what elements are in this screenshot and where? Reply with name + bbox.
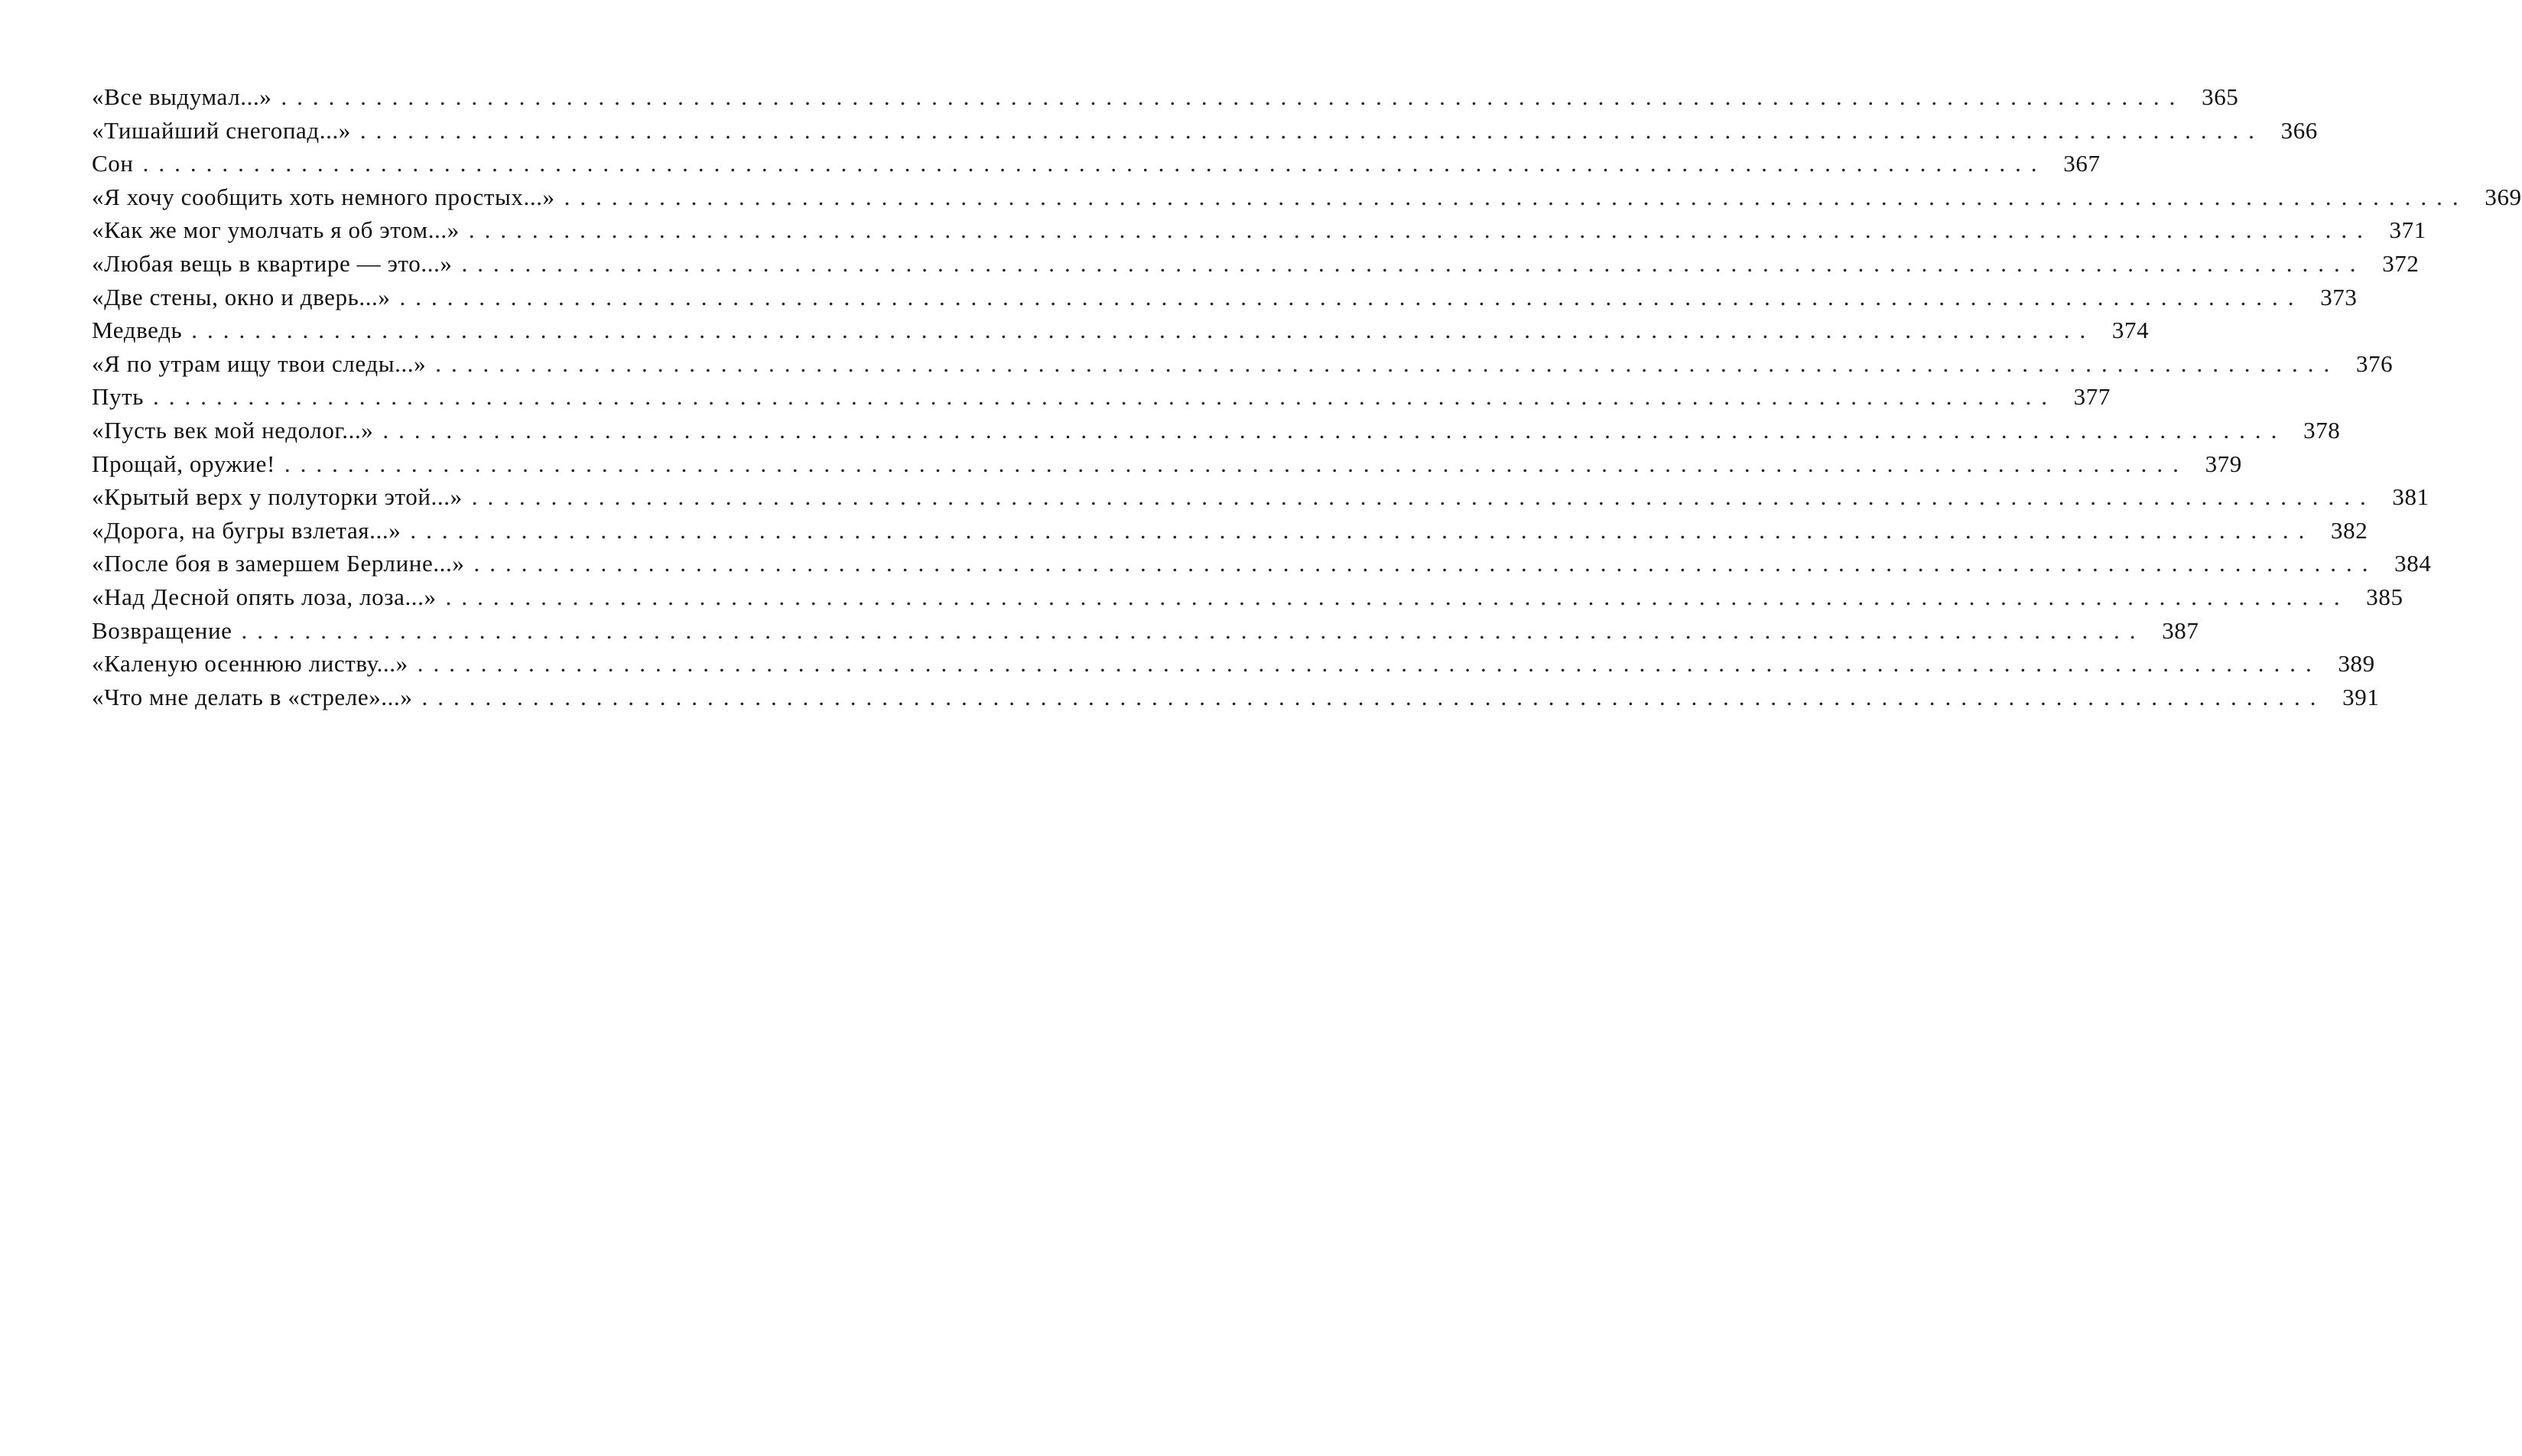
dot-leader: ........................................................................................................................: [435, 349, 2340, 377]
toc-entry-page: 369: [2485, 183, 2522, 210]
toc-entry[interactable]: [92, 614, 2199, 648]
dot-leader: ........................................................................................................................: [410, 516, 2315, 544]
table-of-contents: [92, 80, 2522, 713]
toc-entry-title: «Пусть век мой недолог...»: [92, 416, 374, 444]
toc-entry-page: 371: [2389, 216, 2426, 244]
dot-leader: ........................................................................................................................: [417, 650, 2322, 678]
toc-entry[interactable]: [92, 580, 2403, 614]
dot-leader: ........................................................................................................................: [468, 216, 2373, 244]
toc-entry-title: «Две стены, окно и дверь...»: [92, 283, 391, 310]
dot-leader: ........................................................................................................................: [421, 683, 2326, 710]
toc-entry-title: «Как же мог умолчать я об этом...»: [92, 216, 460, 244]
dot-leader: ........................................................................................................................: [461, 249, 2366, 277]
toc-entry-title: «Я по утрам ищу твои следы...»: [92, 349, 427, 377]
toc-entry-page: 365: [2202, 83, 2239, 110]
toc-entry-page: 391: [2342, 683, 2380, 710]
toc-entry-page: 387: [2162, 616, 2199, 644]
toc-entry[interactable]: [92, 114, 2318, 148]
toc-entry-title: «Крытый верх у полуторки этой...»: [92, 483, 463, 511]
toc-entry-title: Путь: [92, 383, 144, 411]
dot-leader: ........................................................................................................................: [191, 317, 2096, 344]
toc-entry-page: 385: [2366, 583, 2403, 610]
toc-entry[interactable]: [92, 547, 2432, 580]
toc-entry-page: 367: [2063, 150, 2101, 177]
toc-entry-title: «Дорога, на бугры взлетая...»: [92, 516, 401, 544]
toc-entry[interactable]: [92, 647, 2375, 681]
toc-entry-page: 389: [2338, 650, 2375, 678]
toc-entry-page: 377: [2073, 383, 2111, 411]
toc-entry[interactable]: [92, 213, 2426, 247]
dot-leader: ........................................................................................................................: [284, 450, 2189, 477]
toc-entry-title: «Любая вещь в квартире — это...»: [92, 249, 453, 277]
toc-entry-title: «Над Десной опять лоза, лоза...»: [92, 583, 437, 610]
toc-entry[interactable]: [92, 681, 2380, 714]
toc-entry-page: 378: [2303, 416, 2341, 444]
toc-entry-title: «Что мне делать в «стреле»...»: [92, 683, 413, 710]
dot-leader: ........................................................................................................................: [445, 583, 2350, 610]
dot-leader: ........................................................................................................................: [359, 116, 2264, 144]
toc-entry[interactable]: [92, 447, 2242, 481]
toc-entry-page: 382: [2331, 516, 2368, 544]
toc-entry[interactable]: [92, 281, 2358, 314]
toc-entry-page: 373: [2320, 283, 2358, 310]
toc-entry[interactable]: [92, 347, 2394, 381]
toc-entry-page: 374: [2111, 317, 2150, 344]
toc-entry[interactable]: [92, 80, 2239, 114]
toc-entry-title: Возвращение: [92, 616, 232, 644]
toc-entry-title: «Тишайший снегопад...»: [92, 116, 351, 144]
toc-entry-page: 384: [2394, 550, 2432, 577]
toc-entry[interactable]: [92, 147, 2101, 180]
toc-entry[interactable]: [92, 514, 2368, 548]
dot-leader: ........................................................................................................................: [382, 416, 2287, 444]
toc-entry[interactable]: [92, 480, 2429, 514]
toc-entry-title: «Я хочу сообщить хоть немного простых...»: [92, 183, 555, 210]
toc-entry-title: Сон: [92, 150, 134, 177]
toc-entry-page: 376: [2355, 349, 2394, 377]
toc-entry-title: Медведь: [92, 317, 183, 344]
toc-entry[interactable]: [92, 247, 2420, 281]
toc-entry-page: 381: [2392, 483, 2429, 511]
toc-entry[interactable]: [92, 380, 2111, 414]
dot-leader: ........................................................................................................................: [152, 383, 2057, 411]
dot-leader: ........................................................................................................................: [471, 483, 2376, 511]
toc-entry-title: Прощай, оружие!: [92, 450, 275, 477]
dot-leader: ........................................................................................................................: [241, 616, 2146, 644]
toc-entry-title: «Все выдумал...»: [92, 83, 272, 110]
toc-entry[interactable]: [92, 180, 2522, 214]
toc-entry-title: «Каленую осеннюю листву...»: [92, 650, 408, 678]
dot-leader: ........................................................................................................................: [473, 550, 2378, 577]
toc-entry-page: 379: [2205, 450, 2242, 477]
dot-leader: ........................................................................................................................: [142, 150, 2047, 177]
dot-leader: ........................................................................................................................: [564, 183, 2468, 210]
dot-leader: ........................................................................................................................: [399, 283, 2304, 310]
toc-entry-page: 366: [2280, 116, 2318, 144]
toc-entry-page: 372: [2382, 249, 2420, 277]
toc-entry[interactable]: [92, 314, 2150, 347]
toc-entry-title: «После боя в замершем Берлине...»: [92, 550, 465, 577]
dot-leader: ........................................................................................................................: [281, 83, 2186, 110]
toc-entry[interactable]: [92, 414, 2341, 447]
